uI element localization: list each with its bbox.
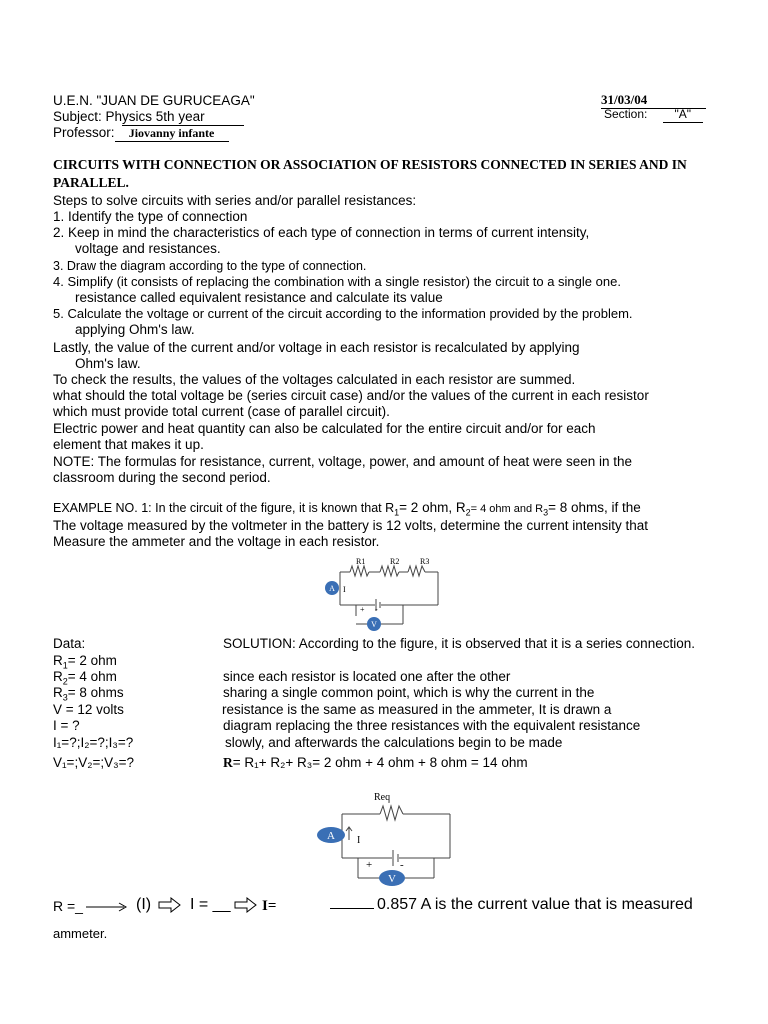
example-r2-value: = 4 ohm and R: [470, 503, 544, 515]
example-line-1: EXAMPLE NO. 1: In the circuit of the figure, it is known that $R_1= 2$ ohm, $R_2= 4$ ohm and $R_3= 8$ ohms, if the: [53, 500, 641, 518]
subject-value: ysics 5th year: [122, 109, 244, 126]
solution-line-3: sharing a single common point, which is why the current in the: [223, 685, 595, 700]
school-name: U.E.N. "JUAN DE GURUCEAGA": [53, 93, 255, 108]
power-line-1: Electric power and heat quantity can also be calculated for the entire circuit and/or for each: [53, 421, 596, 436]
circuit1-voltmeter-label: V: [371, 620, 377, 629]
data-currents: I₁=?;I₂=?;I₃=?: [53, 735, 134, 750]
lastly-line: Lastly, the value of the current and/or voltage in each resistor is recalculated by applying: [53, 340, 580, 355]
equation-r: R: [223, 755, 233, 770]
circuit1-ammeter-label: A: [329, 584, 335, 593]
circuit2-req-label: Req: [374, 792, 391, 803]
section-line: [604, 106, 703, 123]
circuit1-r1-label: R1: [356, 557, 366, 566]
data-r2-value: = 4 ohm: [67, 669, 117, 684]
check-line-3: which must provide total current (case of parallel circuit).: [53, 404, 390, 419]
hollow-arrow-icon-2: [234, 897, 258, 913]
section-label: Section:: [604, 107, 648, 121]
professor-line: [53, 125, 229, 142]
example-r3-value: = 8 ohms, if the: [548, 500, 641, 515]
example-label: EXAMPLE NO. 1:: [53, 501, 152, 515]
lastly-cont: Ohm's law.: [75, 356, 141, 371]
example-line-3: Measure the ammeter and the voltage in each resistor.: [53, 534, 380, 549]
equivalent-resistance-equation: [223, 755, 528, 771]
data-voltage: V = 12 volts: [53, 702, 124, 717]
equivalent-circuit-diagram: [312, 788, 457, 888]
professor-label: Professor:: [53, 125, 115, 140]
paren-i: (I): [136, 896, 152, 913]
solution-line-5: diagram replacing the three resistances with the equivalent resistance: [223, 718, 641, 733]
data-r3-value: = 8 ohms: [67, 685, 124, 700]
data-r3-sub: 3: [62, 692, 68, 703]
resistor-req: [380, 806, 403, 820]
resistor-r3: [408, 566, 425, 576]
data-current: I = ?: [53, 718, 80, 733]
steps-intro: Steps to solve circuits with series and/or parallel resistances:: [53, 193, 417, 208]
equation-body: = R₁+ R₂+ R₃= 2 ohm + 4 ohm + 8 ohm = 14 ohm: [232, 755, 528, 770]
data-label: Data:: [53, 636, 86, 651]
check-line-2: what should the total voltage be (series circuit case) and/or the values of the current in each resistor: [53, 388, 649, 403]
check-line-1: To check the results, the values of the voltages calculated in each resistor are summed.: [53, 372, 576, 387]
data-r2-sub: 2: [62, 676, 68, 687]
data-r1-sub: 1: [62, 660, 68, 671]
data-voltages: V₁=;V₂=;V₃=?: [53, 755, 134, 770]
step-5: 5. Calculate the voltage or current of the circuit according to the information provided by the problem.: [53, 306, 633, 321]
step-4: 4. Simplify (it consists of replacing the combination with a single resistor) the circuit to a single one.: [53, 274, 621, 289]
note-line-2: classroom during the second period.: [53, 470, 271, 485]
circuit2-ammeter-label: A: [327, 830, 335, 842]
result-text: 0.857 A is the current value that is measured: [377, 896, 693, 913]
power-line-2: element that makes it up.: [53, 437, 204, 452]
solution-line-4: resistance is the same as measured in the ammeter, It is drawn a: [222, 702, 612, 717]
series-circuit-diagram: [318, 552, 448, 632]
circuit2-minus: -: [400, 859, 404, 871]
data-r1-value: = 2 ohm: [67, 653, 117, 668]
fraction-line: [330, 908, 374, 909]
date-value: 31/03/04: [601, 92, 706, 109]
circuit1-plus: +: [360, 605, 365, 614]
title-line-1: CIRCUITS WITH CONNECTION OR ASSOCIATION OF RESISTORS CONNECTED IN SERIES AND IN: [53, 157, 687, 172]
subject-prefix: Subject: Ph: [53, 109, 123, 124]
example-line-2: The voltage measured by the voltmeter in the battery is 12 volts, determine the current intensity that: [53, 518, 649, 533]
step-2-cont: voltage and resistances.: [75, 241, 221, 256]
circuit2-current-label: I: [357, 835, 361, 846]
hollow-arrow-icon: [158, 897, 182, 913]
resistor-r2: [380, 566, 399, 576]
step-1: 1. Identify the type of connection: [53, 209, 248, 224]
solution-line-2: since each resistor is located one after the other: [223, 669, 511, 684]
circuit1-minus: -: [375, 605, 378, 614]
solution-line-1: SOLUTION: According to the figure, it is observed that it is a series connection.: [223, 636, 695, 651]
data-r3-symbol: R: [53, 685, 63, 700]
title-line-2: PARALLEL.: [53, 175, 129, 190]
ammeter-word: ammeter.: [53, 926, 108, 941]
solution-line-6: slowly, and afterwards the calculations begin to be made: [225, 735, 563, 750]
step-5-cont: applying Ohm's law.: [75, 322, 195, 337]
i-equals-blank: I = __: [190, 896, 231, 913]
circuit1-current-label: I: [343, 585, 346, 594]
section-value: "A": [663, 106, 703, 123]
data-r2-symbol: R: [53, 669, 63, 684]
circuit1-r3-label: R3: [420, 557, 430, 566]
circuit2-voltmeter-label: V: [388, 873, 396, 885]
subject-line: [53, 109, 244, 126]
arrow-right-icon: [86, 901, 130, 913]
note-line-1: NOTE: The formulas for resistance, current, voltage, power, and amount of heat were seen in the: [53, 454, 633, 469]
step-4-cont: resistance called equivalent resistance and calculate its value: [75, 290, 443, 305]
step-2: 2. Keep in mind the characteristics of each type of connection in terms of current intensity,: [53, 225, 590, 240]
circuit2-plus: +: [366, 859, 373, 871]
step-3: 3. Draw the diagram according to the type of connection.: [53, 259, 367, 273]
circuit1-r2-label: R2: [390, 557, 400, 566]
example-intro: In the circuit of the figure, it is known that R: [155, 501, 395, 515]
data-r1-symbol: R: [53, 653, 63, 668]
professor-name: Jiovanny infante: [115, 125, 229, 142]
i-equals: I=: [262, 898, 277, 914]
r-equals: R =_: [53, 898, 83, 914]
resistor-r1: [350, 566, 369, 576]
example-r1-value: = 2 ohm, R: [399, 500, 466, 515]
